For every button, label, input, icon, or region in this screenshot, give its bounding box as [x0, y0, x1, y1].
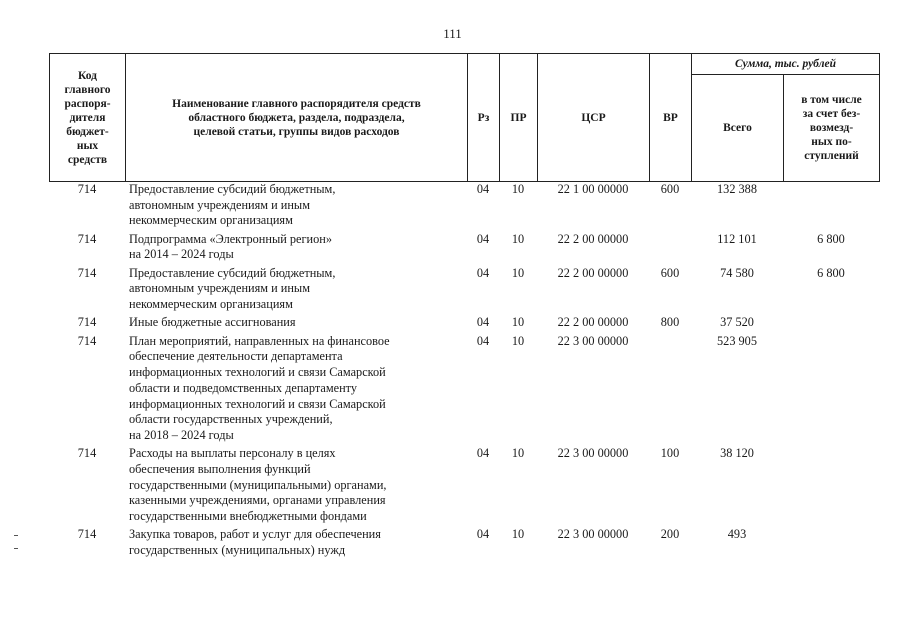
- header-name-line: Наименование главного распорядителя средств: [172, 97, 421, 110]
- cell-csr: 22 3 00 00000: [557, 446, 629, 461]
- cell-free: 6 800: [817, 231, 845, 246]
- header-code-line: ных: [76, 139, 99, 152]
- cell-code: 714: [77, 182, 97, 196]
- cell-total: 112 101: [717, 231, 757, 246]
- header-pr: ПР: [500, 54, 538, 182]
- cell-csr: 22 3 00 00000: [557, 527, 629, 542]
- cell-name: [129, 527, 465, 558]
- cell-csr: 22 1 00 00000: [557, 182, 629, 196]
- cell-rz: 04: [476, 333, 490, 348]
- header-free-line: возмезд-: [809, 122, 854, 134]
- header-code: [50, 54, 126, 182]
- header-free-line: в том числе: [801, 94, 862, 106]
- margin-mark: [14, 548, 18, 549]
- header-free: [784, 75, 880, 182]
- table-header: [49, 53, 880, 182]
- cell-name-line: обеспечение деятельности департамента: [129, 349, 343, 364]
- cell-name-line: государственными внебюджетными фондами: [129, 509, 367, 523]
- cell-total: 493: [727, 527, 747, 542]
- cell-rz: 04: [476, 446, 490, 461]
- cell-pr: 10: [511, 231, 525, 246]
- cell-name-line: на 2014 – 2024 годы: [129, 247, 234, 262]
- cell-name-line: некоммерческим организациям: [129, 297, 293, 312]
- page-number: 111: [443, 26, 462, 41]
- cell-csr: 22 3 00 00000: [557, 333, 629, 348]
- cell-pr: 10: [511, 265, 525, 280]
- cell-name-line: Закупка товаров, работ и услуг для обеспечения: [129, 527, 381, 542]
- cell-total: 38 120: [720, 446, 754, 461]
- cell-name-line: Подпрограмма «Электронный регион»: [129, 231, 332, 246]
- cell-code: 714: [77, 446, 97, 461]
- cell-csr: 22 2 00 00000: [557, 265, 629, 280]
- header-free-line: за счет без-: [802, 108, 861, 120]
- header-code-line: Код: [77, 69, 97, 82]
- header-total: Всего: [692, 75, 784, 182]
- cell-free: 6 800: [817, 265, 845, 280]
- header-free-line: ных по-: [811, 136, 852, 148]
- cell-name-line: на 2018 – 2024 годы: [129, 427, 234, 442]
- header-rz: Рз: [468, 54, 500, 182]
- cell-name: [129, 315, 465, 331]
- cell-pr: 10: [511, 333, 525, 348]
- margin-mark: [14, 535, 18, 536]
- cell-name: [129, 334, 465, 444]
- cell-rz: 04: [476, 182, 490, 196]
- cell-name-line: автономным учреждениям и иным: [129, 281, 310, 296]
- cell-total: 132 388: [717, 182, 757, 196]
- cell-name-line: автономным учреждениям и иным: [129, 197, 310, 212]
- cell-code: 714: [77, 231, 97, 246]
- cell-code: 714: [77, 265, 97, 280]
- cell-total: 37 520: [720, 315, 754, 330]
- cell-name-line: Иные бюджетные ассигнования: [129, 315, 296, 330]
- cell-name: [129, 232, 465, 263]
- cell-pr: 10: [511, 315, 525, 330]
- cell-name-line: некоммерческим организациям: [129, 213, 293, 228]
- cell-name-line: казенными учреждениями, органами управления: [129, 493, 386, 508]
- cell-name: [129, 182, 465, 229]
- cell-name-line: Предоставление субсидий бюджетным,: [129, 182, 336, 196]
- cell-vr: 200: [660, 527, 680, 542]
- cell-csr: 22 2 00 00000: [557, 315, 629, 330]
- header-free-line: ступлений: [804, 150, 859, 162]
- cell-name-line: области и подведомственных департаменту: [129, 380, 358, 395]
- header-code-line: распоря-: [64, 97, 111, 110]
- cell-vr: 600: [660, 265, 680, 280]
- cell-name-line: государственными (муниципальными) органами,: [129, 477, 387, 492]
- cell-name-line: области государственных учреждений,: [129, 412, 333, 427]
- cell-pr: 10: [511, 527, 525, 542]
- cell-code: 714: [77, 315, 97, 330]
- cell-vr: 600: [660, 182, 680, 196]
- cell-rz: 04: [476, 265, 490, 280]
- cell-total: 523 905: [717, 333, 757, 348]
- cell-name-line: План мероприятий, направленных на финансовое: [129, 333, 390, 348]
- cell-name-line: информационных технологий и связи Самарской: [129, 365, 386, 380]
- cell-code: 714: [77, 527, 97, 542]
- cell-rz: 04: [476, 231, 490, 246]
- header-sum-title: Сумма, тыс. рублей: [692, 54, 880, 75]
- cell-vr: 800: [660, 315, 680, 330]
- header-code-line: дителя: [69, 111, 106, 124]
- cell-name-line: Предоставление субсидий бюджетным,: [129, 265, 336, 280]
- cell-name: [129, 446, 465, 525]
- header-csr: ЦСР: [538, 54, 650, 182]
- cell-name-line: обеспечения выполнения функций: [129, 461, 311, 476]
- header-name: [126, 54, 468, 182]
- cell-pr: 10: [511, 446, 525, 461]
- header-code-line: главного: [64, 83, 111, 96]
- header-vr: ВР: [650, 54, 692, 182]
- header-code-line: средств: [67, 153, 108, 166]
- cell-pr: 10: [511, 182, 525, 196]
- header-code-line: бюджет-: [66, 125, 109, 138]
- cell-name-line: государственных (муниципальных) нужд: [129, 543, 346, 557]
- header-name-line: областного бюджета, раздела, подраздела,: [188, 111, 405, 124]
- header-name-line: целевой статьи, группы видов расходов: [193, 125, 400, 138]
- cell-name-line: информационных технологий и связи Самарской: [129, 396, 386, 411]
- cell-csr: 22 2 00 00000: [557, 231, 629, 246]
- cell-name-line: Расходы на выплаты персоналу в целях: [129, 446, 336, 461]
- cell-total: 74 580: [720, 265, 754, 280]
- cell-name: [129, 266, 465, 313]
- cell-rz: 04: [476, 315, 490, 330]
- cell-rz: 04: [476, 527, 490, 542]
- cell-vr: 100: [660, 446, 680, 461]
- cell-code: 714: [77, 333, 97, 348]
